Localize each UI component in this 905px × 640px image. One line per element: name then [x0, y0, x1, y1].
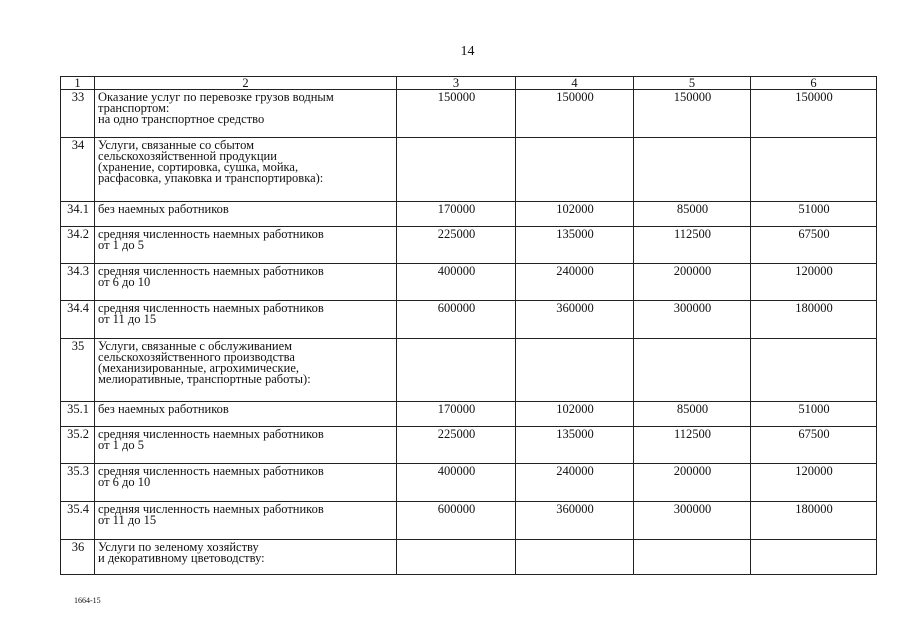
value-cell-col-5	[634, 502, 751, 540]
row-number-cell	[61, 227, 95, 264]
value-cell-col-3	[397, 202, 516, 227]
table-row	[61, 502, 877, 540]
table-row	[61, 264, 877, 301]
row-number-cell	[61, 264, 95, 301]
table-row	[61, 138, 877, 202]
value-text: 180000	[795, 502, 833, 516]
row-number-cell	[61, 540, 95, 575]
table-body	[61, 77, 877, 575]
value-cell-col-6	[751, 402, 877, 427]
table-row	[61, 402, 877, 427]
description-cell	[95, 301, 397, 339]
value-cell-col-4	[516, 464, 634, 502]
row-number: 36	[71, 540, 85, 554]
row-number: 35.1	[67, 402, 89, 416]
row-number-cell	[61, 402, 95, 427]
tariff-table	[60, 76, 877, 575]
value-cell-col-6	[751, 264, 877, 301]
value-cell-col-4	[516, 402, 634, 427]
header-cell-1: 1	[61, 77, 95, 90]
value-text: 150000	[673, 90, 712, 104]
description-cell	[95, 227, 397, 264]
description-line: мелиоративные, транспортные работы):	[98, 372, 311, 386]
description-line: без наемных работников	[98, 402, 229, 416]
description-line: Услуги, связанные со сбытом	[98, 138, 255, 152]
value-cell-col-3	[397, 264, 516, 301]
value-text: 85000	[676, 202, 709, 216]
value-text: 360000	[556, 301, 594, 315]
value-text: 67500	[798, 427, 830, 441]
description-cell	[95, 339, 397, 402]
value-text: 51000	[798, 202, 830, 216]
description-cell	[95, 90, 397, 138]
value-cell-col-3	[397, 540, 516, 575]
row-number: 35.2	[67, 427, 89, 441]
row-number: 34.2	[67, 227, 89, 241]
row-number: 34.4	[67, 301, 89, 315]
value-cell-col-5	[634, 540, 751, 575]
description-line: расфасовка, упаковка и транспортировка):	[98, 171, 324, 185]
table-row	[61, 90, 877, 138]
value-text: 135000	[556, 427, 594, 441]
value-cell-col-4	[516, 227, 634, 264]
value-cell-col-3	[397, 464, 516, 502]
value-cell-col-5	[634, 90, 751, 138]
value-text: 400000	[437, 464, 476, 478]
value-text: 150000	[556, 90, 594, 104]
value-cell-col-6	[751, 427, 877, 464]
value-cell-col-4	[516, 90, 634, 138]
table-row	[61, 202, 877, 227]
value-cell-col-6	[751, 339, 877, 402]
value-cell-col-3	[397, 427, 516, 464]
description-line: средняя численность наемных работников	[98, 301, 324, 315]
value-cell-col-6	[751, 138, 877, 202]
row-number-cell	[61, 502, 95, 540]
value-text: 360000	[556, 502, 594, 516]
value-cell-col-4	[516, 427, 634, 464]
description-cell	[95, 264, 397, 301]
description-cell	[95, 138, 397, 202]
page-number: 14	[460, 44, 475, 59]
row-number: 35	[71, 339, 85, 353]
value-text: 102000	[556, 202, 594, 216]
value-text: 102000	[556, 402, 594, 416]
description-line: от 6 до 10	[98, 275, 151, 289]
value-cell-col-4	[516, 264, 634, 301]
description-line: (механизированные, агрохимические,	[98, 361, 299, 375]
value-text: 85000	[676, 402, 709, 416]
row-number: 35.4	[67, 502, 89, 516]
value-cell-col-5	[634, 427, 751, 464]
header-cell-6: 6	[751, 77, 877, 90]
value-text: 120000	[795, 464, 833, 478]
description-line: средняя численность наемных работников	[98, 264, 324, 278]
value-cell-col-5	[634, 202, 751, 227]
value-text: 240000	[556, 464, 594, 478]
value-text: 51000	[798, 402, 830, 416]
row-number-cell	[61, 301, 95, 339]
description-line: Услуги по зеленому хозяйству	[98, 540, 259, 554]
value-cell-col-6	[751, 502, 877, 540]
value-text: 180000	[795, 301, 833, 315]
description-line: средняя численность наемных работников	[98, 427, 324, 441]
description-line: и декоративному цветоводству:	[98, 551, 265, 565]
value-text: 120000	[795, 264, 833, 278]
value-cell-col-5	[634, 464, 751, 502]
table-row	[61, 301, 877, 339]
description-line: от 1 до 5	[98, 238, 145, 252]
value-cell-col-3	[397, 502, 516, 540]
description-line: от 1 до 5	[98, 438, 145, 452]
description-line: от 6 до 10	[98, 475, 151, 489]
description-line: от 11 до 15	[98, 513, 157, 527]
header-cell-2: 2	[95, 77, 397, 90]
description-line: без наемных работников	[98, 202, 229, 216]
value-text: 135000	[556, 227, 594, 241]
table-row	[61, 540, 877, 575]
value-cell-col-4	[516, 301, 634, 339]
table-row	[61, 339, 877, 402]
value-cell-col-4	[516, 502, 634, 540]
value-cell-col-3	[397, 138, 516, 202]
value-cell-col-5	[634, 264, 751, 301]
header-row	[61, 77, 877, 90]
description-cell	[95, 502, 397, 540]
row-number: 34	[71, 138, 85, 152]
row-number: 35.3	[67, 464, 89, 478]
table-row	[61, 227, 877, 264]
header-cell-5: 5	[634, 77, 751, 90]
value-text: 200000	[673, 464, 712, 478]
value-cell-col-3	[397, 227, 516, 264]
value-text: 600000	[437, 301, 476, 315]
value-cell-col-3	[397, 301, 516, 339]
description-line: средняя численность наемных работников	[98, 502, 324, 516]
value-text: 600000	[437, 502, 476, 516]
value-text: 150000	[795, 90, 833, 104]
header-cell-4: 4	[516, 77, 634, 90]
row-number-cell	[61, 464, 95, 502]
row-number: 34.3	[67, 264, 89, 278]
description-line: Услуги, связанные с обслуживанием	[98, 339, 293, 353]
description-cell	[95, 202, 397, 227]
value-text: 67500	[798, 227, 830, 241]
description-line: от 11 до 15	[98, 312, 157, 326]
value-text: 225000	[437, 427, 476, 441]
value-cell-col-5	[634, 402, 751, 427]
value-cell-col-6	[751, 464, 877, 502]
description-line: Оказание услуг по перевозке грузов водным	[98, 90, 334, 104]
description-line: средняя численность наемных работников	[98, 227, 324, 241]
value-text: 300000	[673, 301, 712, 315]
description-line: сельскохозяйственной продукции	[98, 149, 277, 163]
value-cell-col-3	[397, 90, 516, 138]
description-cell	[95, 464, 397, 502]
description-cell	[95, 402, 397, 427]
value-cell-col-4	[516, 202, 634, 227]
value-cell-col-6	[751, 90, 877, 138]
row-number-cell	[61, 427, 95, 464]
value-cell-col-3	[397, 339, 516, 402]
table-row	[61, 464, 877, 502]
value-cell-col-5	[634, 301, 751, 339]
value-text: 240000	[556, 264, 594, 278]
value-cell-col-6	[751, 301, 877, 339]
value-cell-col-4	[516, 339, 634, 402]
document-code: 1664-15	[74, 596, 101, 605]
value-cell-col-6	[751, 202, 877, 227]
value-text: 170000	[437, 402, 476, 416]
value-text: 200000	[673, 264, 712, 278]
row-number-cell	[61, 138, 95, 202]
description-line: сельскохозяйственного производства	[98, 350, 295, 364]
value-text: 300000	[673, 502, 712, 516]
row-number: 34.1	[67, 202, 89, 216]
value-text: 170000	[437, 202, 476, 216]
value-text: 225000	[437, 227, 476, 241]
value-cell-col-5	[634, 138, 751, 202]
header-cell-3: 3	[397, 77, 516, 90]
value-cell-col-4	[516, 540, 634, 575]
value-text: 112500	[673, 227, 712, 241]
value-cell-col-6	[751, 227, 877, 264]
row-number-cell	[61, 339, 95, 402]
value-cell-col-6	[751, 540, 877, 575]
value-cell-col-3	[397, 402, 516, 427]
description-line: средняя численность наемных работников	[98, 464, 324, 478]
description-line: транспортом:	[98, 101, 170, 115]
description-cell	[95, 540, 397, 575]
value-text: 112500	[673, 427, 712, 441]
value-cell-col-4	[516, 138, 634, 202]
row-number: 33	[71, 90, 85, 104]
description-cell	[95, 427, 397, 464]
value-cell-col-5	[634, 227, 751, 264]
row-number-cell	[61, 202, 95, 227]
description-line: (хранение, сортировка, сушка, мойка,	[98, 160, 299, 174]
description-line: на одно транспортное средство	[98, 112, 265, 126]
value-cell-col-5	[634, 339, 751, 402]
table-row	[61, 427, 877, 464]
row-number-cell	[61, 90, 95, 138]
value-text: 150000	[437, 90, 476, 104]
value-text: 400000	[437, 264, 476, 278]
